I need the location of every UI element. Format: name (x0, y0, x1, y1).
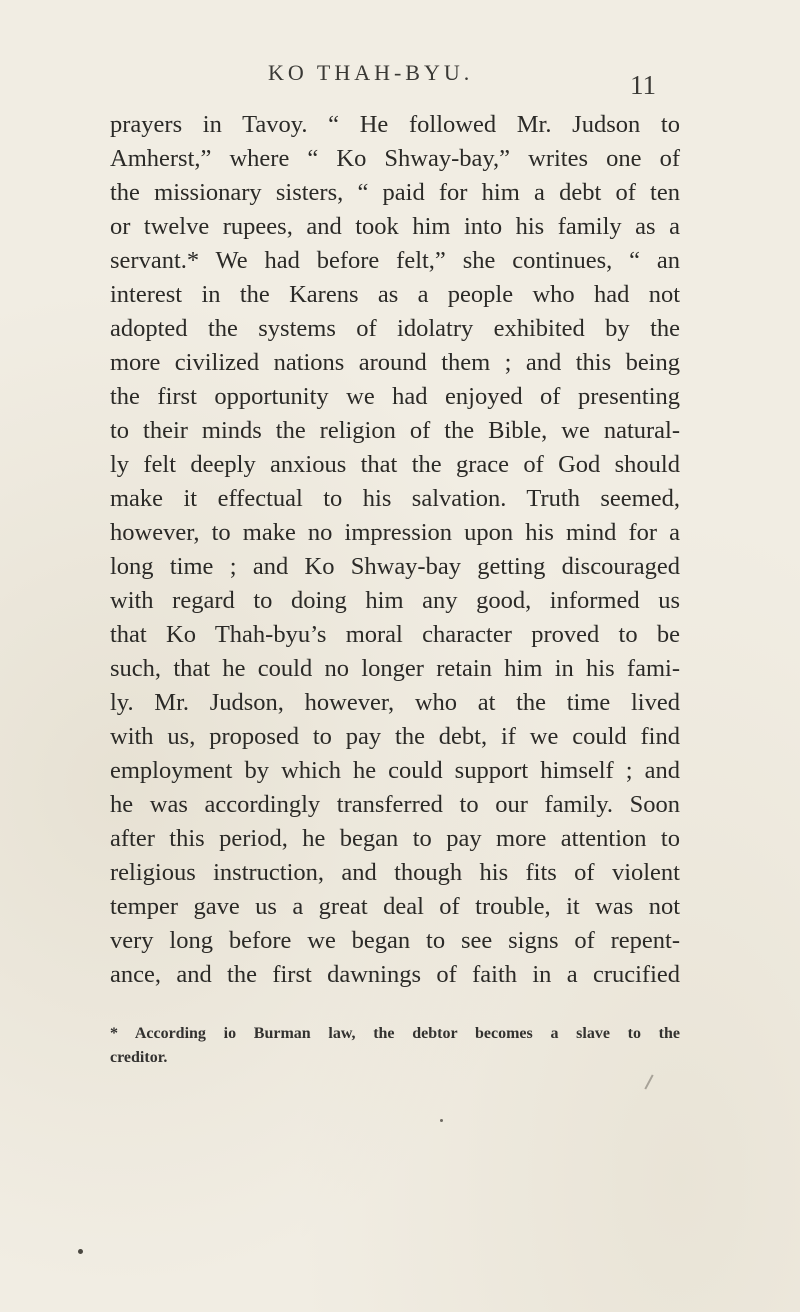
text-line: long time ; and Ko Shway-bay getting discouraged (110, 553, 680, 580)
body-text (110, 108, 680, 992)
text-line: with regard to doing him any good, informed us (110, 587, 680, 614)
text-line: the first opportunity we had enjoyed of presenting (110, 383, 680, 410)
text-line: make it effectual to his salvation. Truth seemed, (110, 485, 680, 512)
stray-ink-mark (644, 1074, 653, 1089)
text-line: he was accordingly transferred to our family. Soon (110, 791, 680, 818)
text-line: Amherst,” where “ Ko Shway-bay,” writes one of (110, 145, 680, 172)
text-line: such, that he could no longer retain him in his fami- (110, 655, 680, 682)
stray-ink-dot (440, 1119, 443, 1122)
text-line: more civilized nations around them ; and this being (110, 349, 680, 376)
running-head-title: KO THAH-BYU. (268, 60, 474, 85)
text-line: to their minds the religion of the Bible, we natural- (110, 417, 680, 444)
text-line: ly felt deeply anxious that the grace of God should (110, 451, 680, 478)
text-line: servant.* We had before felt,” she continues, “ an (110, 247, 680, 274)
text-line: with us, proposed to pay the debt, if we could find (110, 723, 680, 750)
text-line: ance, and the first dawnings of faith in a crucified (110, 961, 680, 988)
text-line: adopted the systems of idolatry exhibited by the (110, 315, 680, 342)
text-line: religious instruction, and though his fits of violent (110, 859, 680, 886)
text-line: very long before we began to see signs of repent- (110, 927, 680, 954)
footnote-line: creditor. (110, 1049, 168, 1066)
text-line: prayers in Tavoy. “ He followed Mr. Judson to (110, 111, 680, 138)
footnote (110, 1022, 680, 1070)
running-head (0, 60, 800, 100)
text-line: however, to make no impression upon his mind for a (110, 519, 680, 546)
text-line: or twelve rupees, and took him into his family as a (110, 213, 680, 240)
text-line: after this period, he began to pay more attention to (110, 825, 680, 852)
page-number: 11 (630, 70, 656, 100)
text-line: ly. Mr. Judson, however, who at the time lived (110, 689, 680, 716)
text-line: that Ko Thah-byu’s moral character proved to be (110, 621, 680, 648)
text-line: the missionary sisters, “ paid for him a debt of ten (110, 179, 680, 206)
footnote-line: * According io Burman law, the debtor becomes a slave to the (110, 1025, 680, 1042)
text-line: employment by which he could support himself ; and (110, 757, 680, 784)
text-line: interest in the Karens as a people who had not (110, 281, 680, 308)
text-line: temper gave us a great deal of trouble, it was not (110, 893, 680, 920)
stray-ink-dot (78, 1249, 83, 1254)
